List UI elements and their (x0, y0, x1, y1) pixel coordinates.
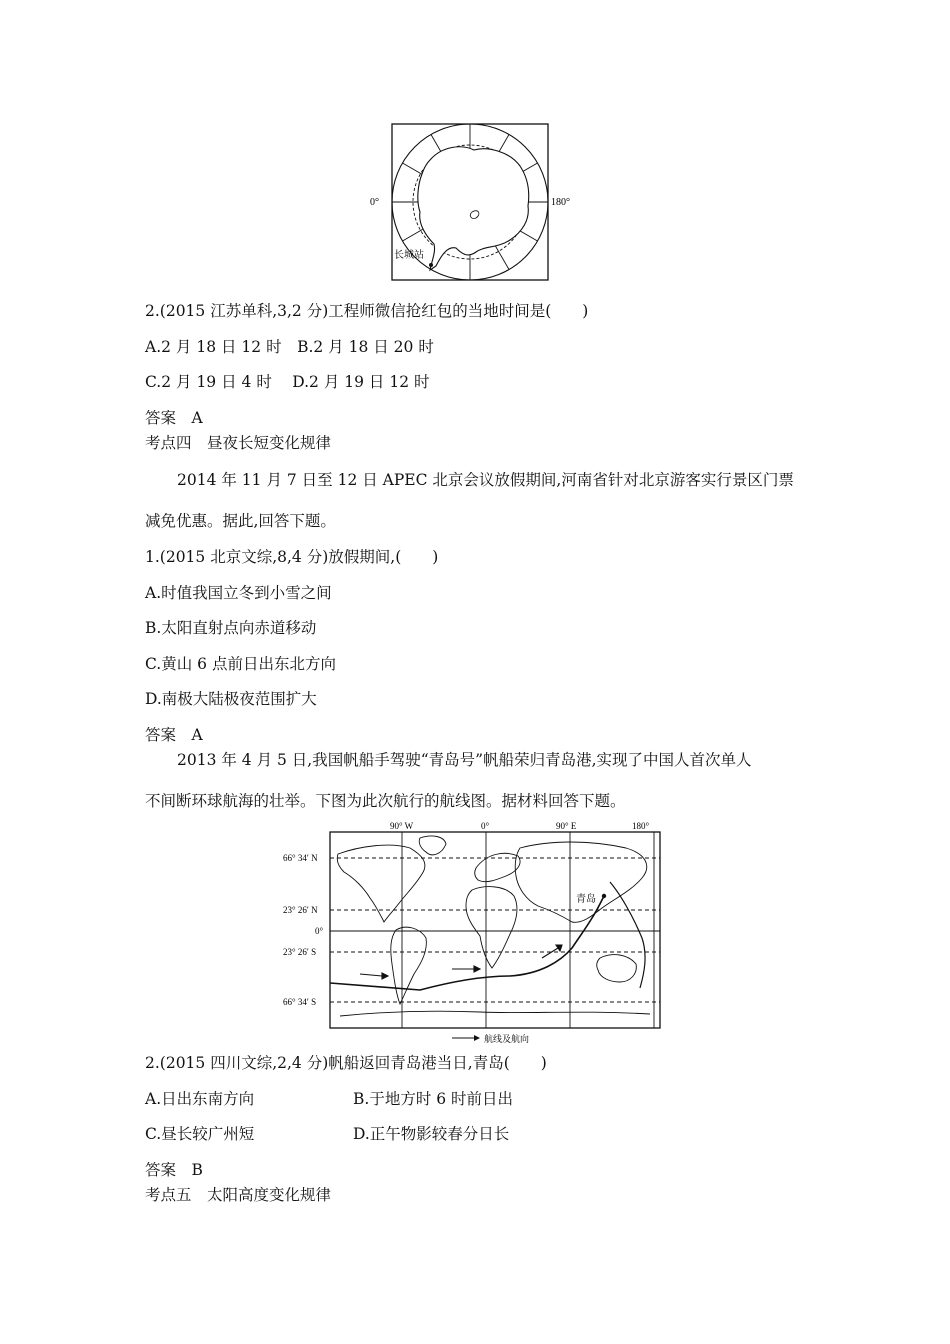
lat-label-arctic: 66° 34′ N (283, 853, 318, 863)
option-b: B.于地方时 6 时前日出 (353, 1090, 514, 1108)
options-ab: A.2 月 18 日 12 时 B.2 月 18 日 20 时 (145, 338, 434, 356)
answer: 答案 A (145, 409, 203, 427)
lat-label-tropic-cancer: 23° 26′ N (283, 905, 318, 915)
section-title: 考点五 太阳高度变化规律 (145, 1186, 332, 1204)
option-d: D.正午物影较春分日长 (353, 1125, 510, 1143)
material-paragraph: 2014 年 11 月 7 日至 12 日 APEC 北京会议放假期间,河南省针对北京游客实行景区门票 (177, 471, 794, 489)
legend-label: 航线及航向 (484, 1034, 530, 1044)
lat-label-tropic-capricorn: 23° 26′ S (283, 947, 317, 957)
lon-label-0: 0° (481, 821, 490, 831)
answer: 答案 B (145, 1161, 203, 1179)
lat-label-antarctic: 66° 34′ S (283, 997, 317, 1007)
material-paragraph-cont: 不间断环球航海的壮举。下图为此次航行的航线图。据材料回答下题。 (145, 792, 626, 810)
lon-label-90w: 90° W (390, 821, 414, 831)
options-cd: C.2 月 19 日 4 时 D.2 月 19 日 12 时 (145, 373, 430, 391)
station-label: 长城站 (394, 250, 424, 261)
question-stem: 2.(2015 四川文综,2,4 分)帆船返回青岛港当日,青岛( ) (145, 1054, 547, 1072)
answer: 答案 A (145, 726, 203, 744)
option-a: A.时值我国立冬到小雪之间 (145, 584, 332, 602)
qingdao-label: 青岛 (576, 894, 596, 905)
question-stem: 2.(2015 江苏单科,3,2 分)工程师微信抢红包的当地时间是( ) (145, 302, 589, 320)
world-route-map (280, 818, 670, 1046)
option-a: A.日出东南方向 (145, 1090, 255, 1108)
material-paragraph: 2013 年 4 月 5 日,我国帆船手驾驶“青岛号”帆船荣归青岛港,实现了中国人首次单人 (177, 751, 752, 769)
label-0-deg: 0° (370, 197, 379, 208)
label-180-deg: 180° (551, 197, 570, 208)
section-title: 考点四 昼夜长短变化规律 (145, 434, 332, 452)
lon-label-180: 180° (632, 821, 650, 831)
option-c: C.昼长较广州短 (145, 1125, 255, 1143)
option-c: C.黄山 6 点前日出东北方向 (145, 655, 336, 673)
antarctica-polar-map (370, 120, 580, 285)
option-b: B.太阳直射点向赤道移动 (145, 619, 317, 637)
option-d: D.南极大陆极夜范围扩大 (145, 690, 317, 708)
question-stem: 1.(2015 北京文综,8,4 分)放假期间,( ) (145, 548, 439, 566)
legend-arrow-icon (452, 1035, 480, 1041)
lat-label-equator: 0° (315, 926, 324, 936)
material-paragraph-cont: 减免优惠。据此,回答下题。 (145, 512, 336, 530)
lon-label-90e: 90° E (556, 821, 577, 831)
